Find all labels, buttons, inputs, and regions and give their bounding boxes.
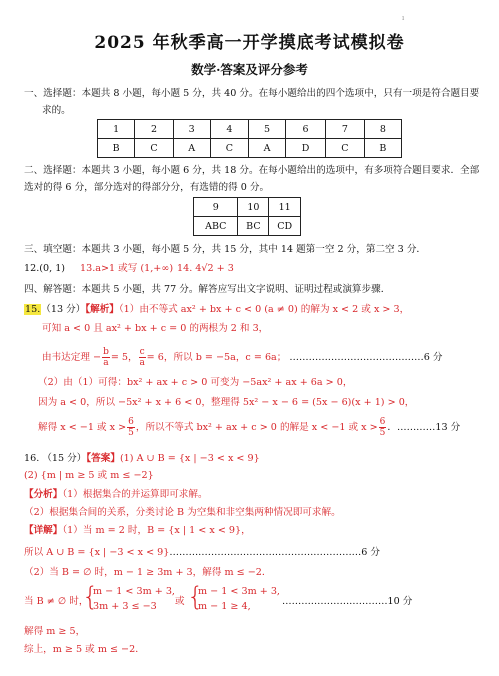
q15-line1 bbox=[24, 303, 409, 316]
table-cell: 6 bbox=[285, 120, 325, 139]
table-cell: C bbox=[135, 139, 174, 158]
page-mark: ı bbox=[402, 14, 405, 22]
q16-detail4: 当 B ≠ ∅ 时， bbox=[24, 596, 89, 607]
fraction-c-over-a: $\frac{c}{a}$ bbox=[139, 347, 145, 368]
left-brace-icon: { bbox=[187, 582, 204, 612]
q16-line1 bbox=[24, 452, 260, 465]
q16-detail3: （2）当 B = ∅ 时，m − 1 ≥ 3m + 3，解得 m ≤ −2． bbox=[24, 567, 272, 578]
q15-text1: （1）由不等式 ax² + bx + c < 0 (a ≠ 0) 的解为 x < 2 或 x > 3， bbox=[118, 304, 410, 315]
fraction-6-over-5: $\frac{6}{5}$ bbox=[128, 417, 134, 438]
fraction-6-over-5: $\frac{6}{5}$ bbox=[379, 417, 386, 438]
system2-row2: m − 1 ≥ 4, bbox=[198, 601, 251, 612]
q16-detail-tag: 【详解】 bbox=[24, 525, 63, 536]
system1-row2: 3m + 3 ≤ −3 bbox=[93, 601, 157, 612]
table-row bbox=[98, 120, 402, 139]
q15-number: 15. bbox=[25, 304, 41, 315]
q16-answer2: (2) {m | m ≥ 5 或 m ≤ −2} bbox=[24, 470, 154, 481]
table-cell: BC bbox=[238, 217, 269, 236]
q16-detail1 bbox=[24, 524, 251, 537]
table-cell: 3 bbox=[173, 120, 210, 139]
multi-choice-answer-table bbox=[193, 197, 301, 236]
q15-text3a: 由韦达定理 − bbox=[42, 352, 102, 363]
q15-text6b: ，所以不等式 bx² + ax + c > 0 的解是 x < −1 或 x > bbox=[135, 422, 378, 433]
system1-row1: m − 1 < 3m + 3, bbox=[93, 586, 175, 597]
choice-answer-table bbox=[97, 119, 402, 158]
answer-14: 14. 4√2 + 3 bbox=[177, 263, 234, 274]
table-cell: 2 bbox=[135, 120, 174, 139]
q15-points-13: ．…………13 分 bbox=[387, 422, 461, 433]
q16-detail5: 解得 m ≥ 5， bbox=[24, 626, 86, 637]
page-subtitle: 数学·答案及评分参考 bbox=[191, 62, 308, 77]
section3-heading: 三、填空题：本题共 3 小题，每小题 5 分，共 15 分，其中 14 题第一空 2 分，第二空 3 分． bbox=[24, 244, 427, 255]
table-cell: A bbox=[249, 139, 286, 158]
table-cell: D bbox=[285, 139, 325, 158]
left-brace-icon: { bbox=[82, 582, 99, 612]
inequality-system-1 bbox=[93, 584, 175, 614]
inequality-system-2 bbox=[198, 584, 280, 614]
table-row bbox=[194, 217, 301, 236]
answer-13: 13.a>1 或写 (1,+∞) bbox=[80, 263, 174, 274]
q15-text3c: = 6，所以 b = −5a，c = 6a； bbox=[146, 352, 287, 363]
q16-analysis2: （2）根据集合间的关系，分类讨论 B 为空集和非空集两种情况即可求解。 bbox=[24, 507, 341, 518]
q16-detail-text1: （1）当 m = 2 时，B = {x | 1 < x < 9}， bbox=[62, 525, 251, 536]
section1-heading: 一、选择题：本题共 8 小题，每小题 5 分，共 40 分。在每小题给出的四个选项中，只有一项是符合题目要 bbox=[24, 88, 480, 99]
q16-analysis-tag: 【分析】 bbox=[24, 489, 63, 500]
q15-line2: 可知 a < 0 且 ax² + bx + c = 0 的两根为 2 和 3， bbox=[42, 323, 269, 334]
table-row bbox=[98, 139, 402, 158]
system2-row1: m − 1 < 3m + 3, bbox=[198, 586, 280, 597]
table-cell: C bbox=[210, 139, 249, 158]
table-cell: 7 bbox=[326, 120, 365, 139]
q15-score: （13 分） bbox=[41, 304, 86, 315]
q15-text6a: 解得 x < −1 或 x > bbox=[38, 422, 127, 433]
answer-12: 12.(0, 1) bbox=[24, 263, 66, 274]
section4-heading: 四、解答题：本题共 5 小题，共 77 分。解答应写出文字说明、证明过程或演算步骤． bbox=[24, 284, 391, 295]
table-cell: ABC bbox=[194, 217, 238, 236]
table-cell: 10 bbox=[238, 198, 269, 217]
table-cell: A bbox=[173, 139, 210, 158]
q15-text3b: = 5， bbox=[110, 352, 138, 363]
table-cell: 11 bbox=[269, 198, 301, 217]
q16-detail2 bbox=[24, 546, 380, 559]
q16-analysis-text1: （1）根据集合的并运算即可求解。 bbox=[62, 489, 208, 500]
q15-line4: （2）由（1）可得：bx² + ax + c > 0 可变为 −5ax² + ax + 6a > 0， bbox=[38, 377, 353, 388]
page-title: 2025 年秋季高一开学摸底考试模拟卷 bbox=[94, 33, 405, 53]
q16-answer1: (1) A ∪ B = {x | −3 < x < 9} bbox=[119, 453, 260, 464]
q15-points-6: ……………………………………6 分 bbox=[289, 352, 443, 363]
section2-heading-cont: 选对的得 6 分，部分选对的得部分分，有选错的得 0 分。 bbox=[24, 182, 270, 193]
q15-line6 bbox=[38, 416, 460, 440]
section2-heading: 二、选择题：本题共 3 小题，每小题 6 分，共 18 分。在每小题给出的选项中，有多项符合题目要求．全部 bbox=[24, 165, 480, 176]
fraction-b-over-a: $\frac{b}{a}$ bbox=[103, 347, 109, 368]
table-row bbox=[194, 198, 301, 217]
q16-detail-text2: 所以 A ∪ B = {x | −3 < x < 9} bbox=[24, 547, 170, 558]
q16-points-6: ……………………………………………………6 分 bbox=[169, 547, 380, 558]
table-cell: CD bbox=[269, 217, 301, 236]
q16-analysis1 bbox=[24, 488, 208, 501]
q16-points-10: ……………………………10 分 bbox=[282, 596, 413, 607]
q15-line3 bbox=[42, 346, 442, 370]
q16-head: 16. （15 分） bbox=[24, 453, 87, 464]
table-cell: B bbox=[364, 139, 401, 158]
table-cell: 8 bbox=[364, 120, 401, 139]
table-cell: B bbox=[98, 139, 135, 158]
q16-detail6: 综上，m ≥ 5 或 m ≤ −2． bbox=[24, 644, 145, 655]
q16-answer-tag: 【答案】 bbox=[86, 453, 120, 464]
table-cell: 4 bbox=[210, 120, 249, 139]
or-word: 或 bbox=[175, 596, 185, 607]
table-cell: C bbox=[326, 139, 365, 158]
q15-line5: 因为 a < 0，所以 −5x² + x + 6 < 0，整理得 5x² − x − 6 = (5x − 6)(x + 1) > 0， bbox=[38, 397, 415, 408]
section1-heading-cont: 求的。 bbox=[42, 105, 71, 116]
table-cell: 1 bbox=[98, 120, 135, 139]
q15-tag: 【解析】 bbox=[85, 304, 119, 315]
table-cell: 9 bbox=[194, 198, 238, 217]
table-cell: 5 bbox=[249, 120, 286, 139]
